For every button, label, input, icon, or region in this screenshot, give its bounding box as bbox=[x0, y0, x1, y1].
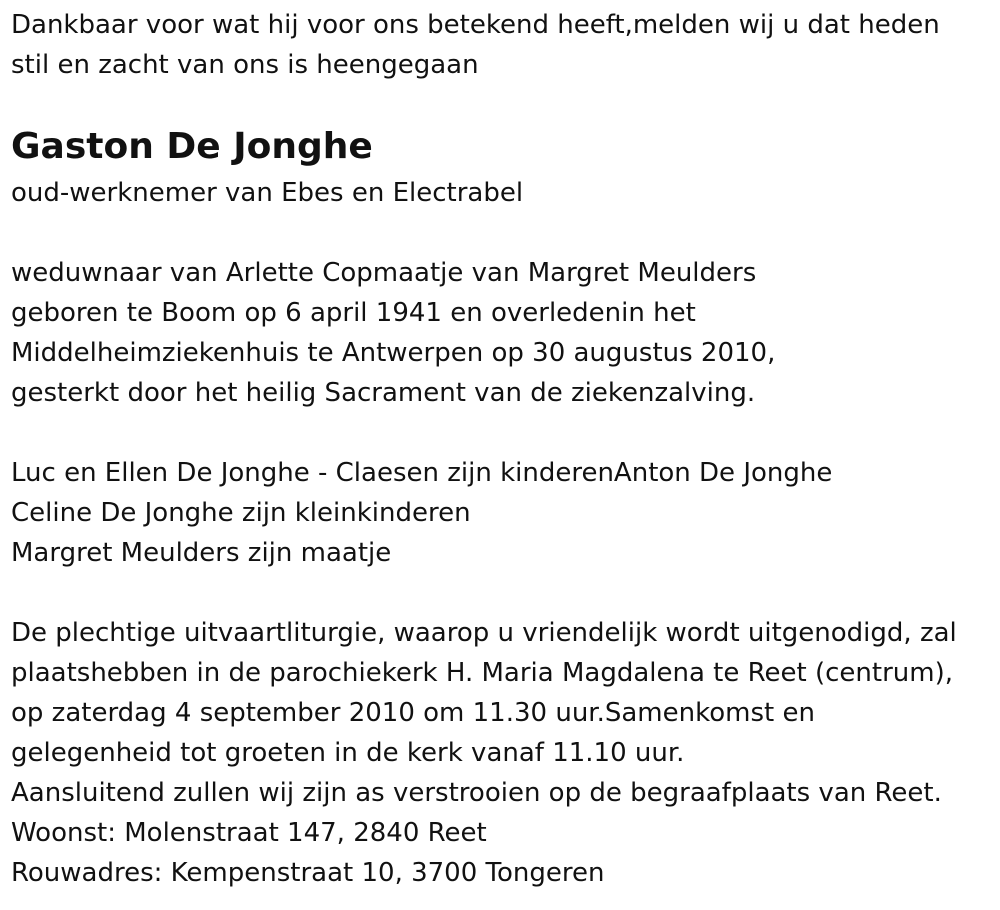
ceremony-line: Aansluitend zullen wij zijn as verstrooien op de begraafplaats van Reet. bbox=[11, 778, 942, 808]
mourning-address-line: Rouwadres: Kempenstraat 10, 3700 Tongeren bbox=[11, 858, 605, 888]
intro-line: Dankbaar voor wat hij voor ons betekend heeft,melden wij u dat heden bbox=[11, 10, 940, 40]
bio-line: Middelheimziekenhuis te Antwerpen op 30 augustus 2010, bbox=[11, 338, 776, 368]
family-paragraph bbox=[11, 453, 832, 573]
intro-line: stil en zacht van ons is heengegaan bbox=[11, 50, 479, 80]
intro-paragraph bbox=[11, 5, 940, 85]
bio-line: gesterkt door het heilig Sacrament van de ziekenzalving. bbox=[11, 378, 756, 408]
residence-line: Woonst: Molenstraat 147, 2840 Reet bbox=[11, 818, 487, 848]
family-line: Luc en Ellen De Jonghe - Claesen zijn kinderenAnton De Jonghe bbox=[11, 458, 833, 488]
deceased-name: Gaston De Jonghe bbox=[11, 126, 373, 167]
family-line: Celine De Jonghe zijn kleinkinderen bbox=[11, 498, 471, 528]
ceremony-line: De plechtige uitvaartliturgie, waarop u vriendelijk wordt uitgenodigd, zal bbox=[11, 618, 957, 648]
bio-paragraph bbox=[11, 253, 775, 413]
family-line: Margret Meulders zijn maatje bbox=[11, 538, 392, 568]
ceremony-line: op zaterdag 4 september 2010 om 11.30 uur.Samenkomst en bbox=[11, 698, 815, 728]
bio-line: geboren te Boom op 6 april 1941 en overledenin het bbox=[11, 298, 696, 328]
deceased-occupation: oud-werknemer van Ebes en Electrabel bbox=[11, 178, 524, 208]
bio-line: weduwnaar van Arlette Copmaatje van Margret Meulders bbox=[11, 258, 757, 288]
ceremony-line: plaatshebben in de parochiekerk H. Maria Magdalena te Reet (centrum), bbox=[11, 658, 953, 688]
ceremony-line: gelegenheid tot groeten in de kerk vanaf 11.10 uur. bbox=[11, 738, 685, 768]
ceremony-paragraph bbox=[11, 613, 957, 893]
